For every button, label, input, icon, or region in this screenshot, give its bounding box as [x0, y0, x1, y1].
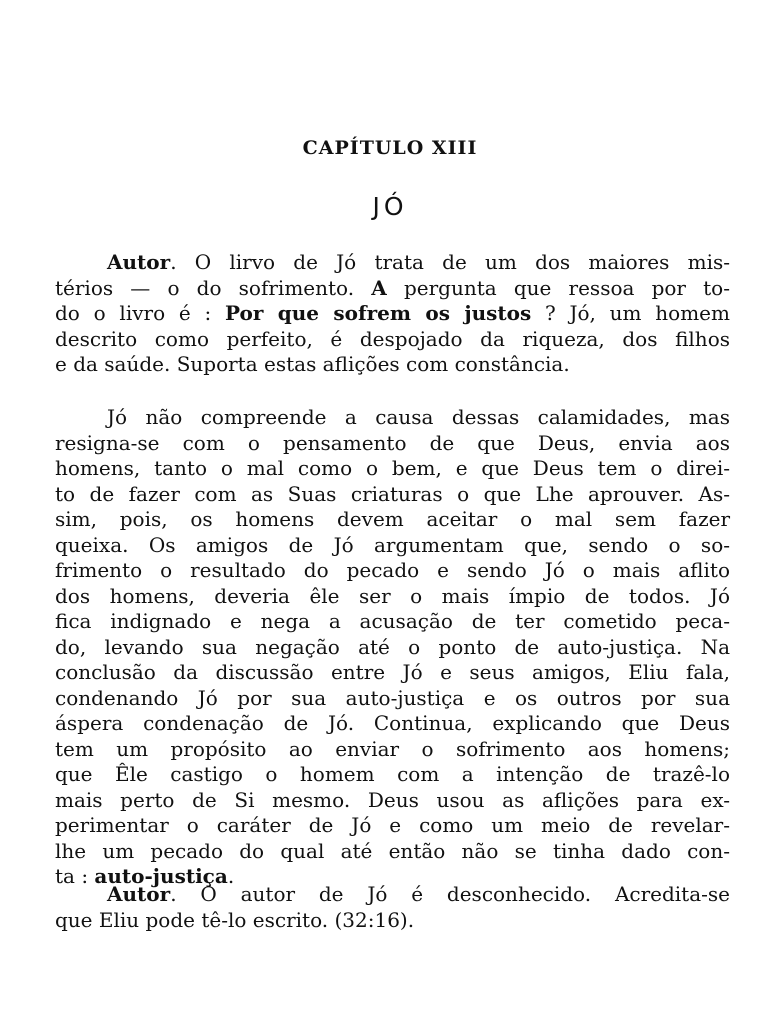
text-run: lhe um pecado do qual até então não se tinha dado con- [55, 838, 730, 863]
text-run: conclusão da discussão entre Jó e seus amigos, Eliu fala, [55, 660, 730, 684]
text-line [55, 352, 730, 378]
text-run: ta : [55, 864, 95, 888]
text-line [55, 711, 730, 737]
text-line [55, 431, 730, 457]
text-run: frimento o resultado do pecado e sendo Jó o mais aflito [55, 558, 730, 582]
bold-text: Autor [107, 250, 171, 274]
text-line [55, 558, 730, 584]
text-run: pergunta que ressoa por to- [386, 275, 730, 300]
text-run: térios — o do sofrimento. [55, 275, 372, 300]
text-run: sim, pois, os homens devem aceitar o mal sem fazer [55, 507, 730, 531]
text-line [55, 839, 730, 865]
bold-text: auto-justiça [94, 864, 228, 888]
text-line [55, 276, 730, 302]
text-run: do, levando sua negação até o ponto de auto-justiça. Na [55, 634, 730, 659]
bold-text: Por que sofrem os justos [225, 301, 532, 325]
text-line [55, 584, 730, 610]
book-title: JÓ [372, 192, 408, 221]
text-line [55, 737, 730, 763]
text-run: ? Jó, um homem [531, 301, 730, 325]
text-run: condenando Jó por sua auto-justiça e os outros por sua [55, 685, 730, 710]
text-run: resigna-se com o pensamento de que Deus, envia aos [55, 430, 730, 455]
text-line [55, 813, 730, 839]
text-line [55, 635, 730, 661]
text-line [55, 327, 730, 353]
text-line [55, 762, 730, 788]
text-run: descrito como perfeito, é despojado da riqueza, dos filhos [55, 326, 730, 351]
paragraph-author-intro [55, 250, 730, 378]
text-run: . [227, 864, 235, 888]
paragraph-summary [55, 405, 730, 890]
text-line [55, 533, 730, 559]
text-run: áspera condenação de Jó. Continua, explicando que Deus [55, 711, 730, 735]
text-run: to de fazer com as Suas criaturas o que Lhe aprouver. As- [55, 481, 730, 506]
text-line [55, 686, 730, 712]
text-line [55, 788, 730, 814]
text-run: Jó não compreende a causa dessas calamidades, mas [107, 405, 730, 429]
bold-text: A [371, 275, 387, 300]
text-line [55, 882, 730, 908]
text-line [55, 609, 730, 635]
text-run: queixa. Os amigos de Jó argumentam que, sendo o so- [55, 532, 730, 557]
text-line [55, 456, 730, 482]
text-line [55, 405, 730, 431]
text-run: e da saúde. Suporta estas aflições com constância. [55, 352, 570, 376]
text-run: tem um propósito ao enviar o sofrimento aos homens; [55, 736, 730, 761]
text-run: que Êle castigo o homem com a intenção de trazê-lo [55, 762, 730, 786]
text-run: dos homens, deveria êle ser o mais ímpio de todos. Jó [55, 583, 730, 608]
text-line [55, 250, 730, 276]
chapter-heading: CAPÍTULO XIII [302, 137, 478, 159]
text-line [55, 660, 730, 686]
text-run: homens, tanto o mal como o bem, e que Deus tem o direi- [55, 456, 730, 480]
text-run: fica indignado e nega a acusação de ter cometido peca- [55, 609, 730, 633]
paragraph-authorship [55, 882, 730, 933]
text-run: perimentar o caráter de Jó e como um meio de revelar- [55, 813, 730, 837]
text-run: mais perto de Si mesmo. Deus usou as aflições para ex- [55, 787, 730, 812]
text-line [55, 482, 730, 508]
text-line [55, 301, 730, 327]
bold-text: Autor [107, 882, 171, 906]
text-run: . O lirvo de Jó trata de um dos maiores mis- [170, 250, 730, 274]
text-line [55, 507, 730, 533]
text-run: que Eliu pode tê-lo escrito. (32:16). [55, 907, 415, 932]
text-run: do o livro é : [55, 301, 225, 325]
text-run: . O autor de Jó é desconhecido. Acredita-se [170, 882, 730, 906]
text-line [55, 908, 730, 934]
